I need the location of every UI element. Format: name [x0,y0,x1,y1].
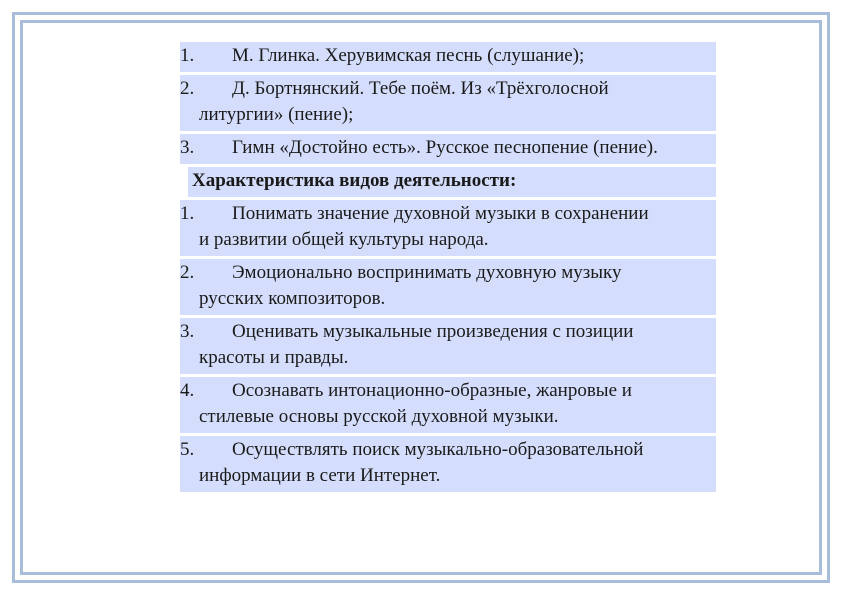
item-text-continued: русских композиторов. [199,288,386,309]
list-item [180,436,716,492]
list-item [180,318,716,374]
item-number: 3. [180,321,195,342]
list-item [180,75,716,131]
list-item [180,42,716,72]
item-text: Эмоционально воспринимать духовную музыку [232,262,622,283]
item-text-continued: литургии» (пение); [199,104,354,125]
item-number: 5. [180,439,195,460]
list-item [180,259,716,315]
item-text: Понимать значение духовной музыки в сохранении [232,203,649,224]
item-number: 2. [180,78,195,99]
section-heading: Характеристика видов деятельности: [188,167,716,197]
item-text-continued: информации в сети Интернет. [199,465,441,486]
item-text-continued: стилевые основы русской духовной музыки. [199,406,559,427]
item-number: 1. [180,45,195,66]
item-number: 3. [180,137,195,158]
item-text: М. Глинка. Херувимская песнь (слушание); [232,45,585,66]
list-item [180,377,716,433]
item-text: Д. Бортнянский. Тебе поём. Из «Трёхголосной [232,78,609,99]
item-text-continued: и развитии общей культуры народа. [199,229,489,250]
item-text: Гимн «Достойно есть». Русское песнопение (пение). [232,137,658,158]
item-text: Оценивать музыкальные произведения с позиции [232,321,634,342]
list-item [180,200,716,256]
item-number: 1. [180,203,195,224]
item-text-continued: красоты и правды. [199,347,349,368]
content-block [180,42,716,495]
item-text: Осознавать интонационно-образные, жанровые и [232,380,632,401]
item-number: 2. [180,262,195,283]
item-number: 4. [180,380,195,401]
list-item [180,134,716,164]
item-text: Осуществлять поиск музыкально-образовательной [232,439,644,460]
